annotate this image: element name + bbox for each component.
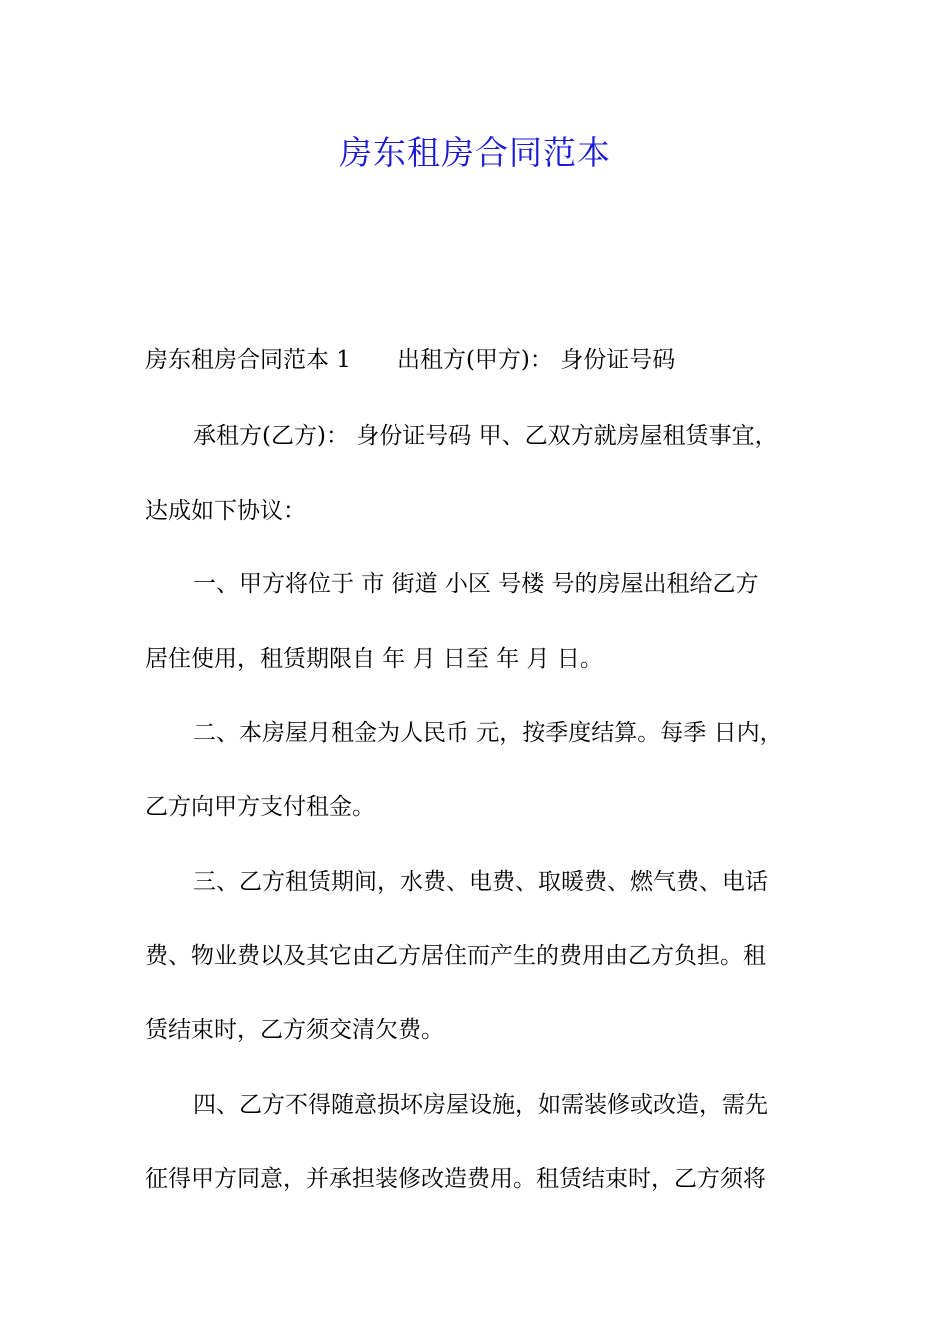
text-line: 三、乙方租赁期间，水费、电费、取暖费、燃气费、电话 bbox=[193, 869, 768, 895]
lessor-label: 出租方(甲方)： 身份证号码 bbox=[396, 347, 676, 373]
text-line: 乙方向甲方支付租金。 bbox=[145, 794, 375, 820]
text-line: 一、甲方将位于 市 街道 小区 号楼 号的房屋出租给乙方 bbox=[193, 571, 759, 597]
contract-label: 房东租房合同范本 1 bbox=[145, 347, 351, 373]
text-line: 四、乙方不得随意损坏房屋设施，如需装修或改造，需先 bbox=[193, 1092, 768, 1118]
text-line: 承租方(乙方)： 身份证号码 甲、乙双方就房屋租赁事宜， bbox=[193, 423, 778, 449]
text-line: 赁结束时，乙方须交清欠费。 bbox=[145, 1017, 444, 1043]
text-line: 达成如下协议： bbox=[145, 498, 306, 524]
text-line: 征得甲方同意，并承担装修改造费用。租赁结束时，乙方须将 bbox=[145, 1166, 766, 1192]
text-line bbox=[145, 342, 810, 378]
text-line: 居住使用，租赁期限自 年 月 日至 年 月 日。 bbox=[145, 646, 603, 672]
text-line: 费、物业费以及其它由乙方居住而产生的费用由乙方负担。租 bbox=[145, 943, 766, 969]
document-title: 房东租房合同范本 bbox=[339, 133, 611, 172]
text-line: 二、本房屋月租金为人民币 元，按季度结算。每季 日内， bbox=[193, 720, 783, 746]
